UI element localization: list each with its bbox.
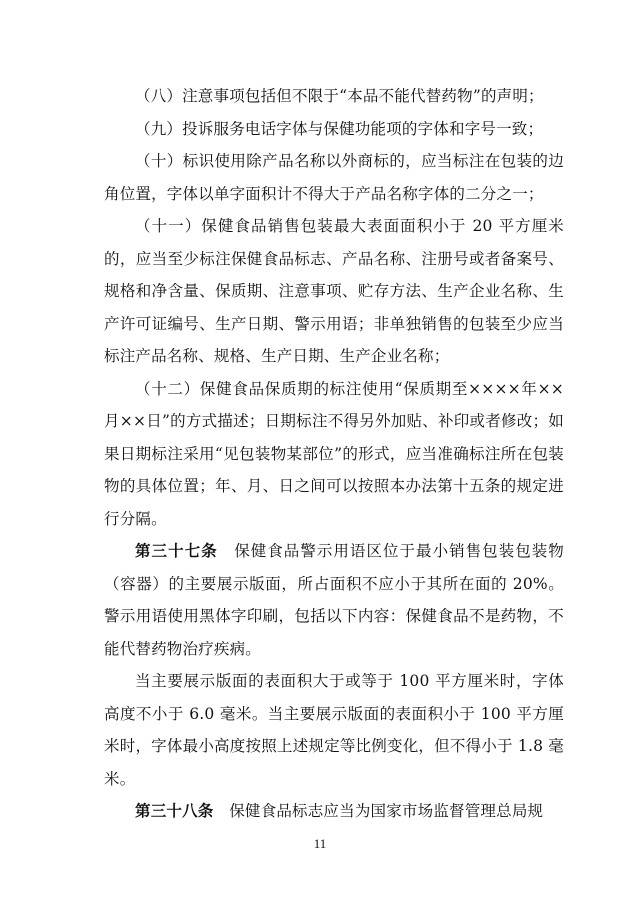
paragraph-item-10: （十）标识使用除产品名称以外商标的，应当标注在包装的边角位置，字体以单字面积计不得大于产品名称字体的二分之一； [104, 152, 564, 203]
paragraph-item-11: （十一）保健食品销售包装最大表面面积小于 20 平方厘米的，应当至少标注保健食品标志、产品名称、注册号或者备案号、规格和净含量、保质期、注意事项、贮存方法、生产企业名称、生产许可证编号、生产日期、警示用语；非单独销售的包装至少应当标注产品名称、规格、生产日期、生产企业名称； [104, 217, 564, 365]
article-38 [104, 795, 564, 828]
article-37-paragraph-2: 当主要展示版面的表面积大于或等于 100 平方厘米时，字体高度不小于 6.0 毫米。当主要展示版面的表面积小于 100 平方厘米时，字体最小高度按照上述规定等比例变化，但不得小于 1.8 毫米。 [104, 672, 564, 788]
paragraph-item-8: （八）注意事项包括但不限于“本品不能代替药物”的声明； [135, 87, 544, 105]
paragraph-item-12: （十二）保健食品保质期的标注使用“保质期至××××年××月××日”的方式描述；日期标注不得另外加贴、补印或者修改；如果日期标注采用“见包装物某部位”的形式，应当准确标注所在包装物的具体位置；年、月、日之间可以按照本办法第十五条的规定进行分隔。 [104, 379, 564, 528]
article-37-text: 保健食品警示用语区位于最小销售包装包装物（容器）的主要展示版面，所占面积不应小于其所在面的 20%。警示用语使用黑体字印刷，包括以下内容：保健食品不是药物，不能代替药物治疗疾病。 [104, 542, 564, 658]
document-body [104, 80, 564, 828]
paragraph-item-9: （九）投诉服务电话字体与保健功能项的字体和字号一致； [135, 119, 544, 138]
article-37 [104, 535, 564, 665]
article-38-heading: 第三十八条 [135, 802, 214, 820]
article-38-text: 保健食品标志应当为国家市场监督管理总局规 [213, 802, 544, 820]
page-number: 11 [313, 836, 327, 851]
article-37-heading: 第三十七条 [135, 542, 218, 560]
